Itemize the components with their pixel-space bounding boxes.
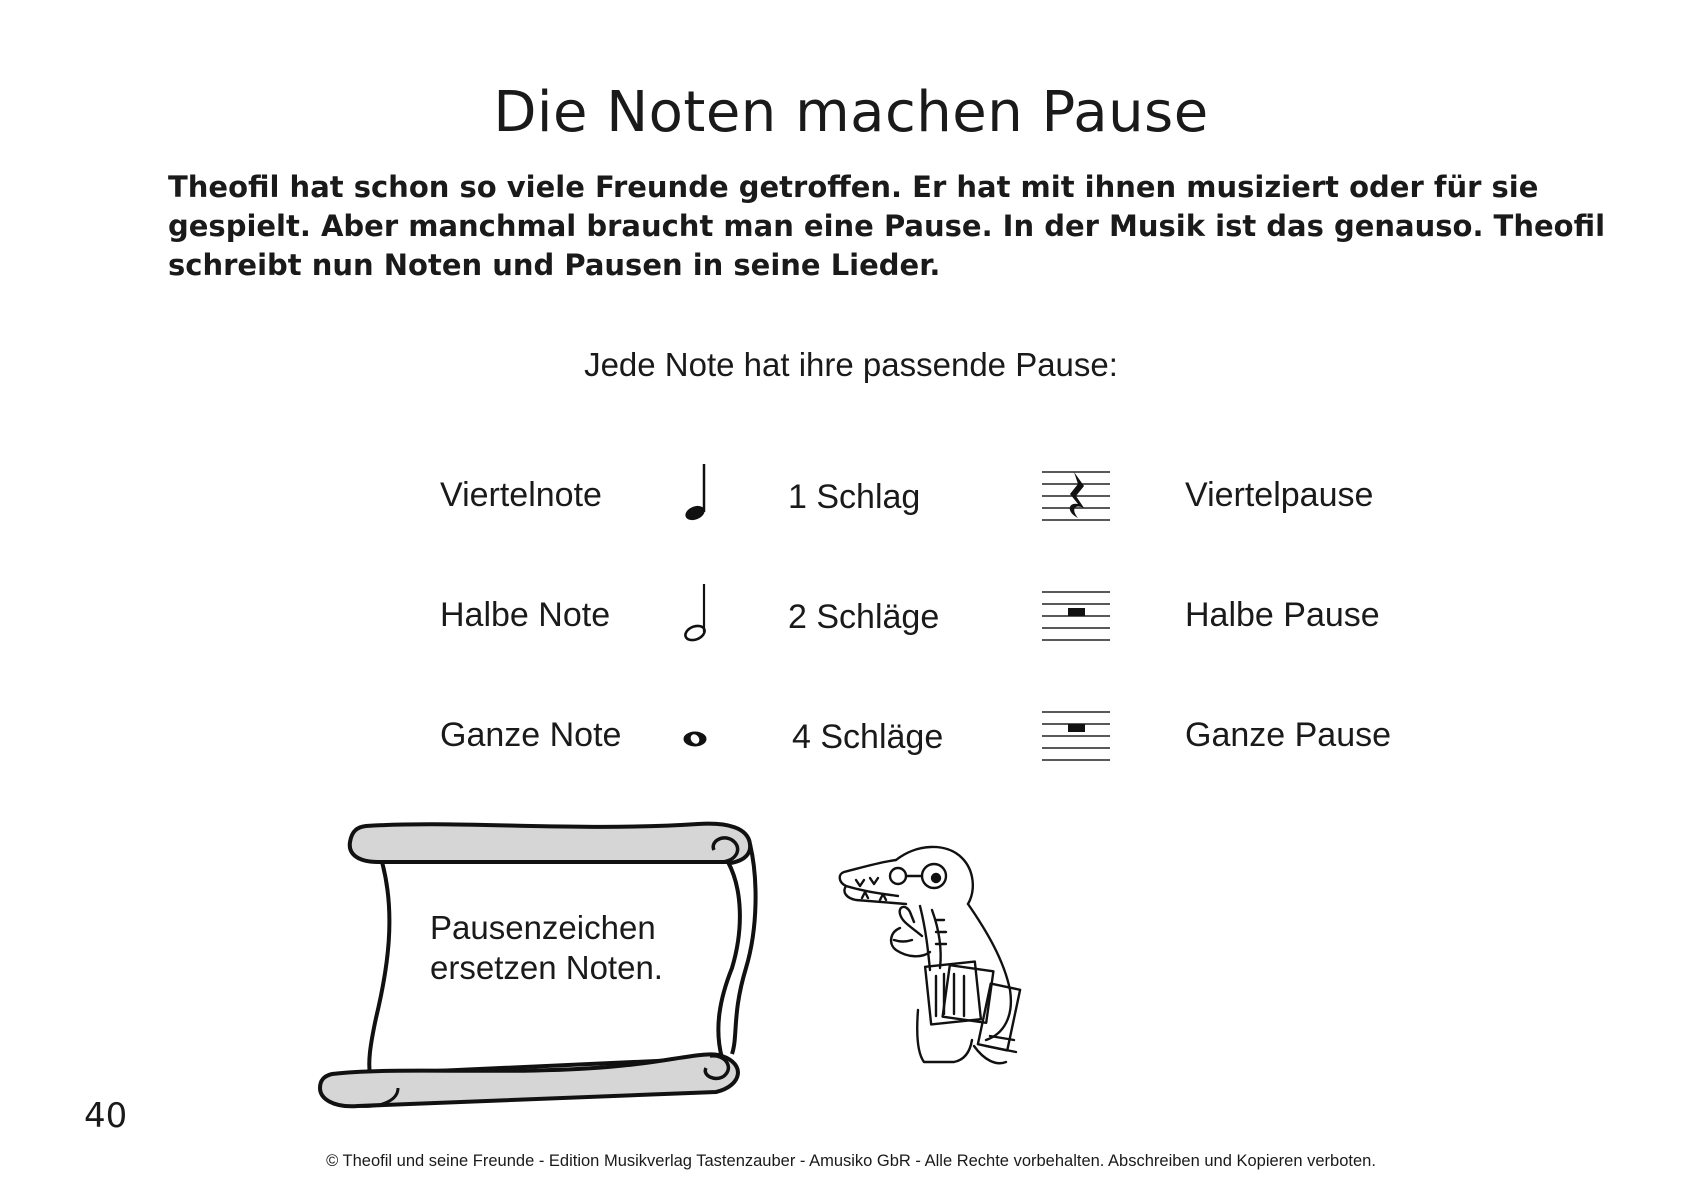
note-name-whole: Ganze Note bbox=[440, 716, 622, 754]
copyright-footer: © Theofil und seine Freunde - Edition Musikverlag Tastenzauber - Amusiko GbR - Alle Rechte vorbehalten. Abschreiben und Kopieren verboten. bbox=[326, 1152, 1376, 1170]
beats-half: 2 Schläge bbox=[788, 598, 940, 636]
scroll-text bbox=[430, 908, 730, 988]
note-name-quarter: Viertelnote bbox=[440, 476, 602, 514]
half-rest-icon bbox=[1040, 586, 1112, 648]
intro-paragraph bbox=[168, 168, 1606, 285]
quarter-rest-icon bbox=[1040, 466, 1112, 528]
quarter-note-icon bbox=[680, 462, 710, 524]
intro-line-3: schreibt nun Noten und Pausen in seine Lieder. bbox=[168, 248, 941, 282]
rest-name-half: Halbe Pause bbox=[1185, 596, 1380, 634]
page-number: 40 bbox=[84, 1096, 128, 1136]
scroll-text-line-1: Pausenzeichen bbox=[430, 909, 656, 946]
whole-note-icon bbox=[682, 730, 708, 748]
rest-name-quarter: Viertelpause bbox=[1185, 476, 1374, 514]
whole-rest-icon bbox=[1040, 706, 1112, 768]
beats-quarter: 1 Schlag bbox=[788, 478, 921, 516]
intro-line-2: gespielt. Aber manchmal braucht man eine Pause. In der Musik ist das genauso. Theofil bbox=[168, 209, 1606, 243]
note-name-half: Halbe Note bbox=[440, 596, 611, 634]
intro-line-1: Theofil hat schon so viele Freunde getroffen. Er hat mit ihnen musiziert oder für sie bbox=[168, 170, 1539, 204]
rest-name-whole: Ganze Pause bbox=[1185, 716, 1392, 754]
subheading: Jede Note hat ihre passende Pause: bbox=[584, 346, 1118, 383]
half-note-icon bbox=[680, 582, 710, 644]
crocodile-illustration-icon bbox=[836, 840, 1036, 1084]
page-title: Die Noten machen Pause bbox=[493, 80, 1209, 145]
beats-whole: 4 Schläge bbox=[792, 718, 944, 756]
scroll-text-line-2: ersetzen Noten. bbox=[430, 949, 663, 986]
